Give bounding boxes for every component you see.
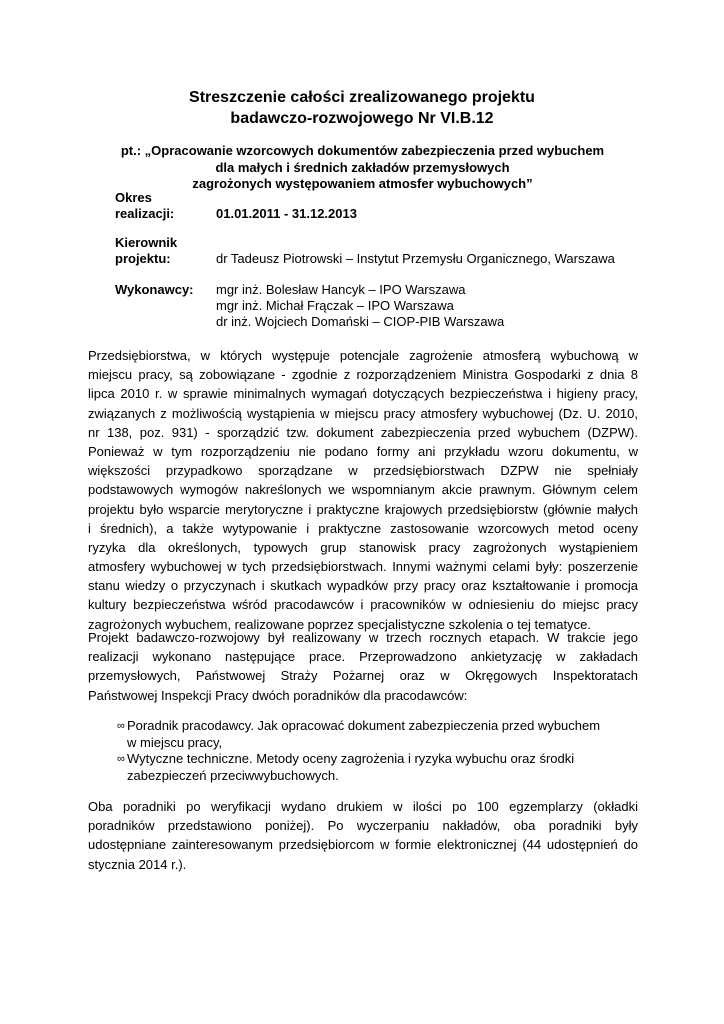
paragraph-line: stycznia 2014 r.). <box>88 856 187 872</box>
contractors-label: Wykonawcy: <box>115 282 194 297</box>
manager-value: dr Tadeusz Piotrowski – Instytut Przemysłu Organicznego, Warszawa <box>216 251 615 266</box>
period-value: 01.01.2011 - 31.12.2013 <box>216 206 357 221</box>
paragraph-line: projektu było wsparcie merytoryczne i praktyczne krajowych przedsiębiorstw (głównie małych <box>88 501 638 517</box>
paragraph-line: udostępniane zainteresowanym przedsiębiorcom w formie elektronicznej (44 udostępnień do <box>88 837 638 853</box>
subtitle-line-1: pt.: „Opracowanie wzorcowych dokumentów zabezpieczenia przed wybuchem <box>120 143 605 158</box>
paragraph-line: podstawowych wymogów nakreślonych we wspomnianym akcie prawnym. Głównym celem <box>88 482 638 498</box>
paragraph-line: i średnich), a także wytypowanie i praktyczne zastosowanie wzorcowych metod oceny <box>88 520 638 536</box>
guides-list <box>117 718 647 784</box>
list-item-line-1: Poradnik pracodawcy. Jak opracować dokument zabezpieczenia przed wybuchem <box>127 718 601 733</box>
paragraph-line: Projekt badawczo-rozwojowy był realizowany w trzech rocznych etapach. W trakcie jego <box>88 630 638 645</box>
manager-label-1: Kierownik <box>115 235 178 250</box>
subtitle-line-3: zagrożonych występowaniem atmosfer wybuchowych” <box>192 176 533 191</box>
document-title <box>0 87 724 129</box>
period-label-1: Okres <box>115 190 152 205</box>
paragraph-line: większości przypadkowo sporządzane w przedsiębiorstwach DZPW nie spełniały <box>88 463 638 479</box>
infinity-bullet-icon: ∞ <box>117 720 125 732</box>
project-subtitle <box>90 143 635 193</box>
paragraph-line: atmosfery wybuchowej w tych przedsiębiorstwach. Innymi ważnymi celami były: poszerzenie <box>88 559 638 575</box>
paragraph-line: Państwowej Inspekcji Pracy dwóch poradników dla pracodawców: <box>88 687 468 703</box>
manager-label-2: projektu: <box>115 251 171 266</box>
paragraph-line: przemysłowych, Państwowej Straży Pożarnej oraz w Okręgowych Inspektoratach <box>88 668 638 684</box>
period-label-2: realizacji: <box>115 206 175 221</box>
paragraph-1 <box>88 346 638 634</box>
paragraph-line: Przedsiębiorstwa, w których występuje potencjale zagrożenie atmosferą wybuchową w <box>88 348 638 363</box>
list-item-line-2: w miejscu pracy, <box>127 734 223 750</box>
paragraph-line: miejscu pracy, są zobowiązane - zgodnie z rozporządzeniem Ministra Gospodarki z dnia 8 <box>88 367 638 383</box>
infinity-bullet-icon: ∞ <box>117 753 125 765</box>
list-item <box>117 718 647 751</box>
contractor-item: mgr inż. Bolesław Hancyk – IPO Warszawa <box>216 282 466 297</box>
contractor-item: dr inż. Wojciech Domański – CIOP-PIB Warszawa <box>216 314 505 329</box>
paragraph-line: nr 138, poz. 931) - sporządzić tzw. dokument zabezpieczenia przed wybuchem (DZPW). <box>88 424 638 440</box>
contractor-item: mgr inż. Michał Frączak – IPO Warszawa <box>216 298 454 313</box>
paragraph-line: ryzyka dla określonych, typowych grup stanowisk pracy zagrożonych wystąpieniem <box>88 539 638 555</box>
paragraph-line: zagrożonych wybuchem, realizowane poprzez specjalistyczne szkolenia o tej tematyce. <box>88 616 591 632</box>
title-line-2: badawczo-rozwojowego Nr VI.B.12 <box>230 110 494 127</box>
paragraph-line: Ponieważ w tym rozporządzeniu nie podano formy ani przykładu wzoru dokumentu, w <box>88 443 638 459</box>
manager-row <box>115 235 675 269</box>
title-line-1: Streszczenie całości zrealizowanego projektu <box>189 89 535 106</box>
paragraph-line: poradników przedstawiono poniżej). Po wyczerpaniu nakładów, oba poradniki były <box>88 818 638 834</box>
list-item-line-1: Wytyczne techniczne. Metody oceny zagrożenia i ryzyka wybuchu oraz środki <box>127 751 575 766</box>
paragraph-line: związanych z możliwością wystąpienia w miejscu pracy atmosfery wybuchowej (Dz. U. 2010, <box>88 405 638 421</box>
paragraph-2 <box>88 628 638 705</box>
list-item <box>117 751 647 784</box>
paragraph-line: stanu wiedzy o przyczynach i skutkach wypadków przy pracy oraz kształtowanie i promocja <box>88 578 638 594</box>
contractors-row <box>115 282 675 332</box>
subtitle-line-2: dla małych i średnich zakładów przemysłowych <box>215 159 510 175</box>
paragraph-line: kultury bezpieczeństwa wśród pracodawców i pracowników w odniesieniu do miejsc pracy <box>88 597 638 613</box>
paragraph-line: realizacji wykonano następujące prace. Przeprowadzono ankietyzację w zakładach <box>88 649 638 665</box>
paragraph-line: Oba poradniki po weryfikacji wydano drukiem w ilości po 100 egzemplarzy (okładki <box>88 799 638 814</box>
paragraph-3 <box>88 797 638 874</box>
period-row <box>115 190 675 224</box>
list-item-line-2: zabezpieczeń przeciwwybuchowych. <box>127 767 339 783</box>
paragraph-line: lipca 2010 r. w sprawie minimalnych wymagań dotyczących bezpieczeństwa i higieny pracy, <box>88 386 638 402</box>
